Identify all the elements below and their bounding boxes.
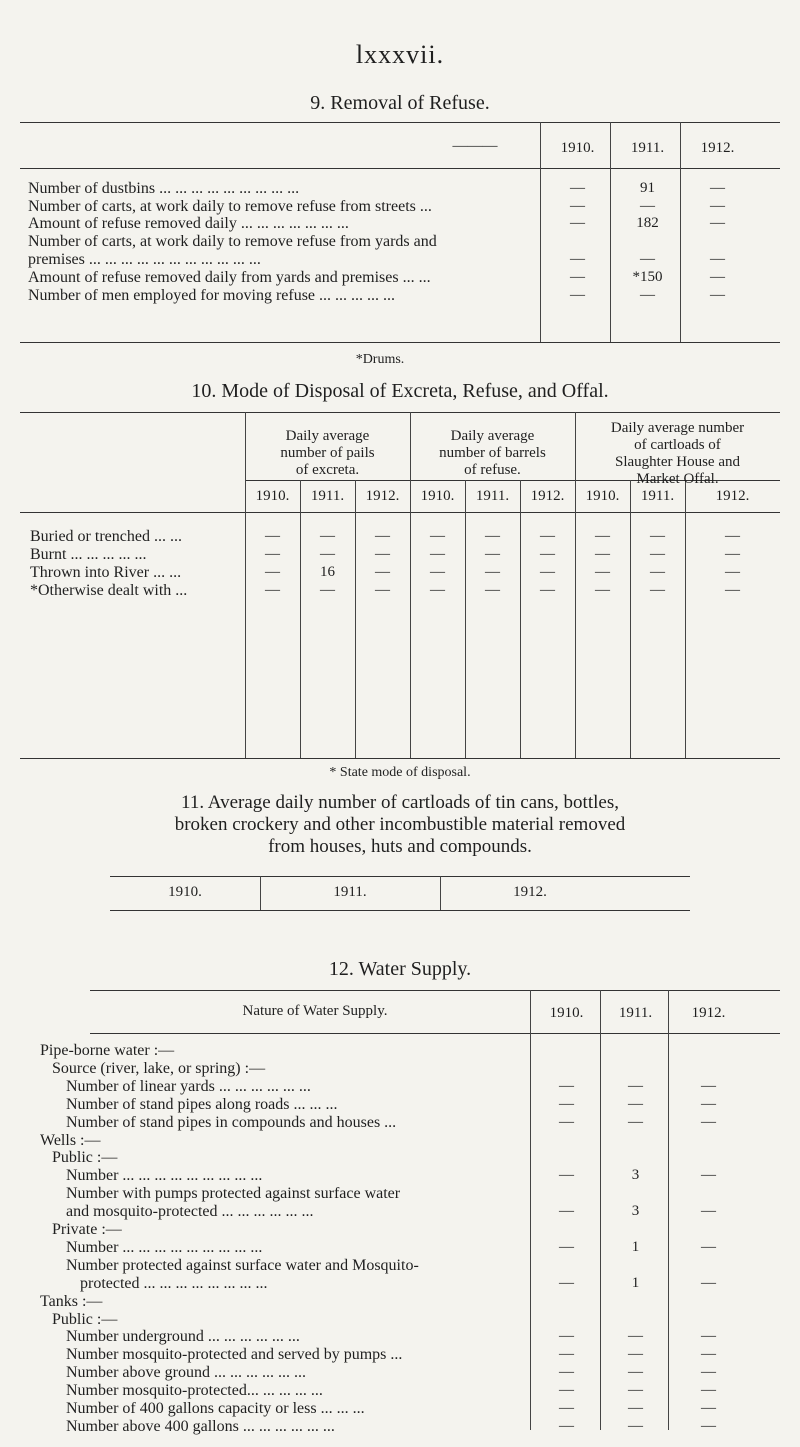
cell-value: *150 [632, 269, 663, 285]
row-label: Number of carts, at work daily to remove refuse from streets ... [28, 198, 432, 215]
cell-value: — [430, 582, 445, 598]
year-header: 1912. [700, 140, 735, 156]
cell-value: — [485, 528, 500, 544]
cell-value: — [628, 1382, 643, 1399]
cell-value: 91 [640, 180, 655, 196]
row-label: Amount of refuse removed daily from yards and premises ... ... [28, 269, 431, 286]
cell-value: — [710, 251, 725, 267]
column-divider [530, 990, 531, 1430]
row-label: protected ... ... ... ... ... ... ... ... [80, 1274, 268, 1292]
cell-value: — [628, 1113, 643, 1130]
title-line: from houses, huts and compounds. [268, 836, 532, 857]
cell-value: — [320, 528, 335, 544]
cell-value: — [559, 1417, 574, 1434]
cell-value: — [701, 1382, 716, 1399]
year-header: 1912. [513, 884, 547, 900]
rule [20, 758, 780, 759]
cell-value: — [485, 546, 500, 562]
column-divider [680, 122, 681, 342]
rule [20, 412, 780, 413]
cell-value: — [485, 582, 500, 598]
row-label: Buried or trenched ... ... [30, 528, 182, 545]
row-label: and mosquito-protected ... ... ... ... ... ... [66, 1203, 314, 1221]
year-header: 1910. [549, 1005, 584, 1021]
cell-value: — [320, 582, 335, 598]
row-label: Number of men employed for moving refuse ... ... ... ... ... [28, 287, 396, 304]
rule [20, 512, 780, 513]
cell-value: — [628, 1077, 643, 1094]
cell-value: — [570, 287, 585, 303]
cell-value: — [559, 1328, 574, 1345]
cell-value: — [559, 1238, 574, 1255]
cell-value: — [628, 1328, 643, 1345]
column-divider [300, 480, 301, 758]
section-9-title: 9. Removal of Refuse. [310, 92, 490, 114]
cell-value: — [559, 1113, 574, 1130]
row-label: Number ... ... ... ... ... ... ... ... ... [66, 1167, 263, 1185]
row-label: Number of stand pipes along roads ... ... ... [66, 1095, 338, 1113]
year-header: 1911. [475, 488, 510, 504]
column-divider [630, 480, 631, 758]
cell-value: — [710, 215, 725, 231]
cell-value: — [628, 1364, 643, 1381]
column-divider [610, 122, 611, 342]
cell-value: — [701, 1167, 716, 1184]
row-label: Public :— [52, 1149, 118, 1167]
row-label: Tanks :— [40, 1292, 103, 1310]
cell-value: — [640, 251, 655, 267]
cell-value: — [375, 546, 390, 562]
cell-value: — [595, 528, 610, 544]
year-header: 1911. [630, 140, 665, 156]
row-label: *Otherwise dealt with ... [30, 582, 188, 599]
cell-value: — [628, 1400, 643, 1416]
rule [110, 876, 690, 877]
year-header: 1911. [618, 1005, 653, 1021]
cell-value: — [650, 546, 665, 562]
cell-value: — [559, 1400, 574, 1416]
row-label: Burnt ... ... ... ... ... [30, 546, 147, 563]
cell-value: — [430, 546, 445, 562]
year-header: 1910. [420, 488, 455, 504]
cell-value: — [628, 1417, 643, 1434]
year-header: 1911. [333, 884, 367, 900]
rule [90, 1033, 780, 1034]
cell-value: — [540, 546, 555, 562]
year-header: 1912. [365, 488, 400, 504]
cell-value: — [710, 180, 725, 196]
cell-value: 1 [631, 1238, 640, 1255]
cell-value: — [559, 1167, 574, 1184]
cell-value: — [375, 528, 390, 544]
column-divider [465, 480, 466, 758]
cell-value: — [540, 564, 555, 580]
cell-value: — [375, 582, 390, 598]
row-label: Number mosquito-protected and served by pumps ... [66, 1346, 403, 1364]
year-header: 1910. [585, 488, 620, 504]
header-dash: ——— [452, 138, 498, 154]
column-divider [668, 990, 669, 1430]
cell-value: — [570, 269, 585, 285]
row-label: Number underground ... ... ... ... ... ... [66, 1328, 300, 1346]
year-header: 1912. [530, 488, 565, 504]
cell-value: — [570, 198, 585, 214]
cell-value: — [701, 1364, 716, 1381]
row-label: Number of dustbins ... ... ... ... ... ... ... ... ... [28, 180, 300, 197]
cell-value: — [701, 1400, 716, 1416]
group-header: Daily average number of pails of excreta. [280, 428, 375, 478]
cell-value: — [265, 528, 280, 544]
cell-value: — [701, 1346, 716, 1363]
column-divider [520, 480, 521, 758]
column-divider [600, 990, 601, 1430]
cell-value: — [701, 1095, 716, 1112]
cell-value: — [540, 528, 555, 544]
row-label: Public :— [52, 1310, 118, 1328]
year-header: 1912. [691, 1005, 726, 1021]
section-9-footnote: *Drums. [355, 352, 405, 367]
row-label: Number of stand pipes in compounds and houses ... [66, 1113, 397, 1131]
page-number: lxxxvii. [355, 40, 445, 69]
row-label: Number with pumps protected against surface water [66, 1185, 401, 1203]
cell-value: — [570, 215, 585, 231]
cell-value: — [725, 546, 740, 562]
row-label: Thrown into River ... ... [30, 564, 182, 581]
row-label: Wells :— [40, 1131, 101, 1149]
cell-value: — [701, 1113, 716, 1130]
cell-value: — [640, 198, 655, 214]
cell-value: — [559, 1346, 574, 1363]
cell-value: — [595, 546, 610, 562]
cell-value: — [570, 180, 585, 196]
row-label: Amount of refuse removed daily ... ... ... ... ... ... ... [28, 215, 349, 232]
rule [110, 910, 690, 911]
cell-value: — [595, 582, 610, 598]
rule [20, 122, 780, 123]
column-divider [685, 480, 686, 758]
column-divider [540, 122, 541, 342]
year-header: 1910. [168, 884, 202, 900]
cell-value: — [710, 198, 725, 214]
column-divider [355, 480, 356, 758]
section-10-title: 10. Mode of Disposal of Excreta, Refuse, and Offal. [191, 380, 609, 402]
row-label: Number of carts, at work daily to remove refuse from yards and [28, 233, 437, 250]
cell-value: — [710, 287, 725, 303]
cell-value: — [485, 564, 500, 580]
cell-value: — [725, 564, 740, 580]
cell-value: — [701, 1417, 716, 1434]
cell-value: — [265, 564, 280, 580]
rule [90, 990, 780, 991]
cell-value: — [640, 287, 655, 303]
rule [20, 168, 780, 169]
cell-value: — [559, 1364, 574, 1381]
cell-value: — [650, 564, 665, 580]
cell-value: — [710, 269, 725, 285]
cell-value: — [595, 564, 610, 580]
row-label: Number above 400 gallons ... ... ... ... ... ... [66, 1417, 335, 1435]
row-label: Number of 400 gallons capacity or less ... ... ... [66, 1400, 365, 1417]
cell-value: — [701, 1077, 716, 1094]
cell-value: — [701, 1328, 716, 1345]
year-header: 1910. [560, 140, 595, 156]
cell-value: — [559, 1274, 574, 1291]
cell-value: 1 [631, 1274, 640, 1291]
title-line: 11. Average daily number of cartloads of tin cans, bottles, [181, 792, 619, 813]
row-label: Source (river, lake, or spring) :— [52, 1059, 266, 1077]
cell-value: — [701, 1203, 716, 1220]
cell-value: — [430, 528, 445, 544]
year-header: 1910. [255, 488, 290, 504]
group-header: Daily average number of cartloads of Slaughter House and Market Offal. [610, 420, 745, 487]
cell-value: — [559, 1382, 574, 1399]
cell-value: — [320, 546, 335, 562]
cell-value: — [430, 564, 445, 580]
row-label: Number above ground ... ... ... ... ... ... [66, 1364, 306, 1382]
row-label: Pipe-borne water :— [40, 1042, 175, 1059]
cell-value: — [650, 582, 665, 598]
cell-value: — [725, 582, 740, 598]
row-label: premises ... ... ... ... ... ... ... ... ... ... ... [28, 251, 261, 268]
cell-value: — [540, 582, 555, 598]
year-header: 1911. [640, 488, 675, 504]
cell-value: — [375, 564, 390, 580]
cell-value: — [650, 528, 665, 544]
cell-value: 182 [636, 215, 659, 231]
row-label: Number ... ... ... ... ... ... ... ... ... [66, 1238, 263, 1256]
cell-value: — [559, 1203, 574, 1220]
cell-value: — [265, 582, 280, 598]
cell-value: — [701, 1274, 716, 1291]
cell-value: 3 [631, 1167, 640, 1184]
column-header: Nature of Water Supply. [242, 1003, 388, 1019]
section-12-title: 12. Water Supply. [328, 958, 472, 980]
cell-value: 3 [631, 1203, 640, 1220]
rule [20, 342, 780, 343]
cell-value: — [570, 251, 585, 267]
row-label: Number of linear yards ... ... ... ... ... ... [66, 1077, 311, 1095]
group-header: Daily average number of barrels of refuse. [439, 428, 546, 478]
cell-value: — [701, 1238, 716, 1255]
row-label: Number mosquito-protected... ... ... ... ... [66, 1382, 323, 1400]
cell-value: — [559, 1095, 574, 1112]
year-header: 1912. [715, 488, 750, 504]
cell-value: — [628, 1346, 643, 1363]
cell-value: — [265, 546, 280, 562]
section-10-footnote: * State mode of disposal. [329, 765, 471, 780]
cell-value: — [628, 1095, 643, 1112]
year-header: 1911. [310, 488, 345, 504]
row-label: Number protected against surface water and Mosquito- [66, 1256, 419, 1274]
row-label: Private :— [52, 1221, 122, 1238]
title-line: broken crockery and other incombustible material removed [174, 814, 626, 835]
cell-value: — [559, 1077, 574, 1094]
cell-value: 16 [320, 564, 335, 580]
cell-value: — [725, 528, 740, 544]
